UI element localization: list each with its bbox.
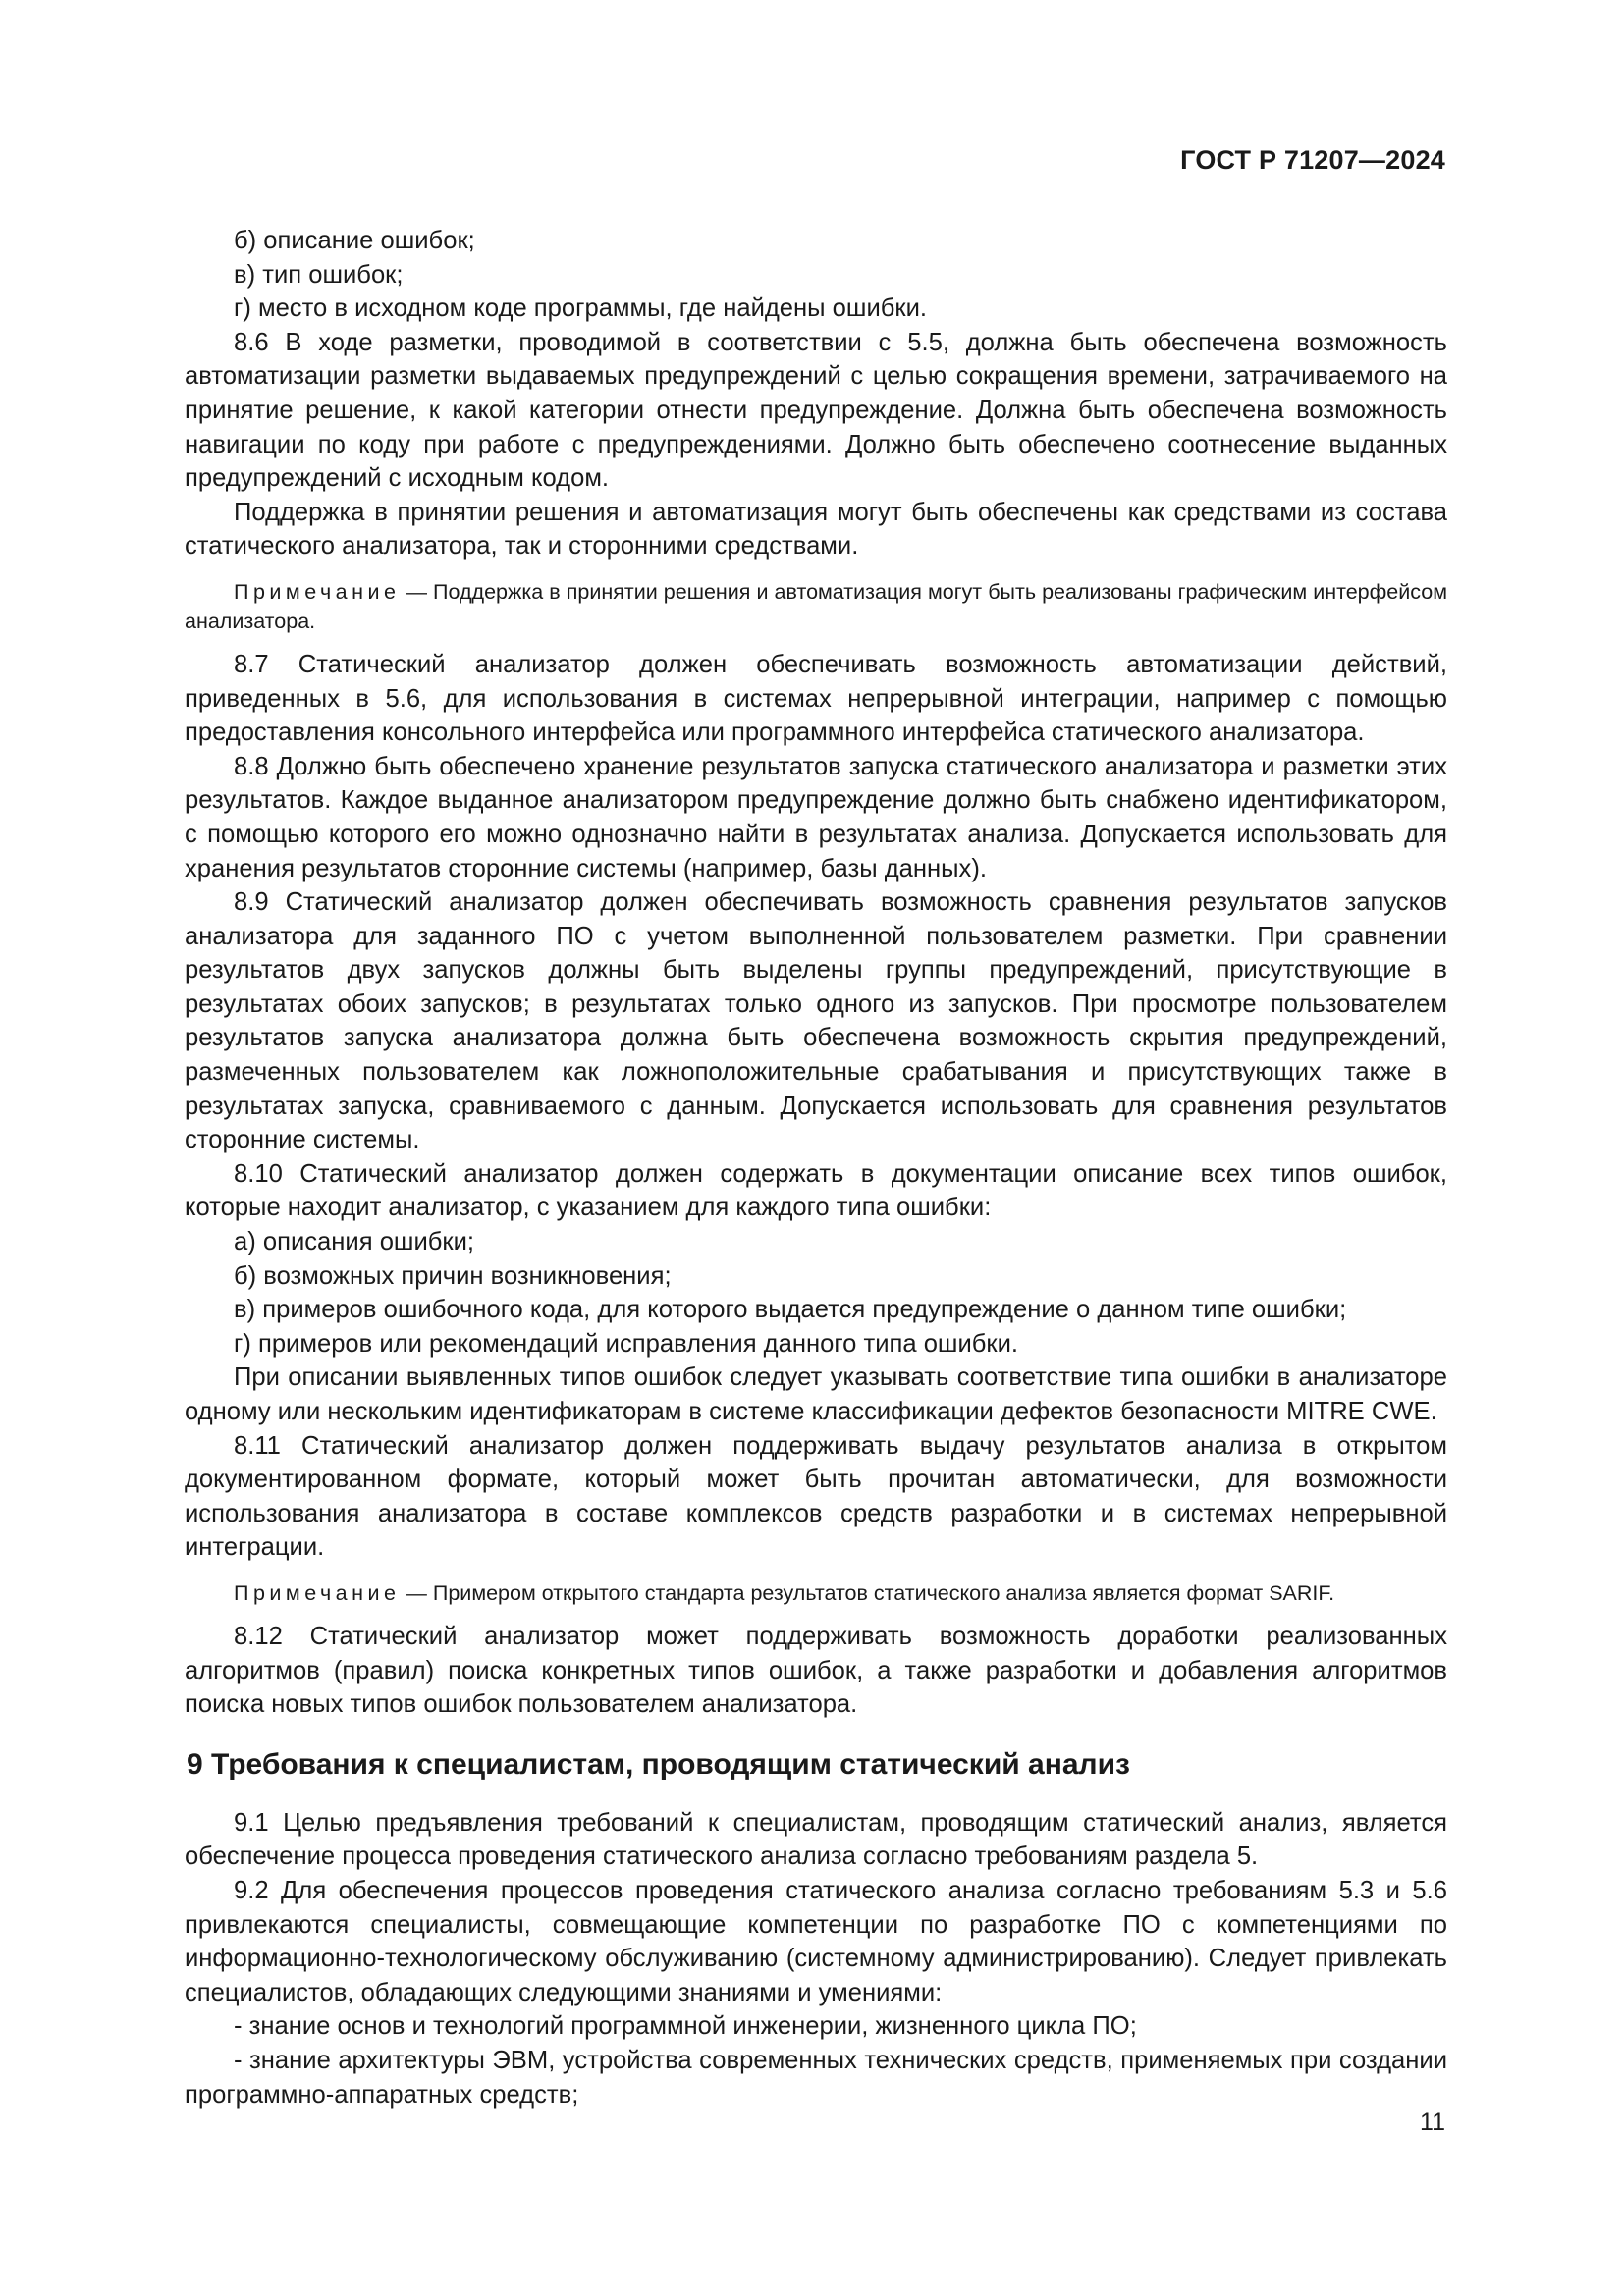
dash-list-item: - знание основ и технологий программной инженерии, жизненного цикла ПО;: [234, 2012, 1137, 2041]
note-1: [185, 577, 1447, 636]
clause-8-11: 8.11 Статический анализатор должен поддерживать выдачу результатов анализа в открытом документированном формате, который может быть прочитан автоматически, для возможности использования анализатора в составе комплексов средств разработки и в системах непрерывной интеграции.: [185, 1431, 1447, 1562]
paragraph-support: Поддержка в принятии решения и автоматизация могут быть обеспечены как средствами из состава статического анализатора, так и сторонними средствами.: [185, 498, 1447, 561]
list-item: в) примеров ошибочного кода, для которого выдается предупреждение о данном типе ошибки;: [234, 1296, 1347, 1324]
list-item: г) место в исходном коде программы, где найдены ошибки.: [234, 294, 928, 323]
document-body: [185, 224, 1447, 2111]
clause-8-9: 8.9 Статический анализатор должен обеспечивать возможность сравнения результатов запусков анализатора для заданного ПО с учетом выполненной пользователем разметки. При сравнении результатов двух запусков должны быть выделены группы предупреждений, присутствующие в результатах обоих запусков; в результатах только одного из запусков. При просмотре пользователем результатов запуска анализатора должна быть обеспечена возможность скрытия предупреждений, размеченных пользователем как ложноположительные срабатывания и присутствующих также в результатах запуска, сравниваемого с данным. Допускается использовать для сравнения результатов сторонние системы.: [185, 888, 1447, 1154]
document-id-header: ГОСТ Р 71207—2024: [1180, 145, 1445, 175]
section-9-title: 9 Требования к специалистам, проводящим статический анализ: [187, 1747, 1130, 1781]
list-item: б) возможных причин возникновения;: [234, 1261, 672, 1290]
list-item: в) тип ошибок;: [234, 260, 404, 289]
clause-8-8: 8.8 Должно быть обеспечено хранение результатов запуска статического анализатора и разметки этих результатов. Каждое выданное анализатором предупреждение должно быть снабжено идентификатором, с помощью которого его можно однозначно найти в результатах анализа. Допускается использовать для хранения результатов сторонние системы (например, базы данных).: [185, 752, 1447, 882]
list-item: б) описание ошибок;: [234, 227, 475, 254]
note-label: Примечание: [234, 1580, 401, 1605]
clause-8-7: 8.7 Статический анализатор должен обеспечивать возможность автоматизации действий, приведенных в 5.6, для использования в системах непрерывной интеграции, например с помощью предоставления консольного интерфейса или программного интерфейса статического анализатора.: [185, 650, 1447, 747]
list-item: г) примеров или рекомендаций исправления данного типа ошибки.: [234, 1329, 1019, 1358]
clause-9-2: 9.2 Для обеспечения процессов проведения статического анализа согласно требованиям 5.3 и 5.6 привлекаются специалисты, совмещающие компетенции по разработке ПО с компетенциями по информационно-технологическому обслуживанию (системному администрированию). Следует привлекать специалистов, обладающих следующими знаниями и умениями:: [185, 1876, 1447, 2006]
dash-list-item: - знание архитектуры ЭВМ, устройства современных технических средств, применяемых при создании программно-аппаратных средств;: [185, 2046, 1447, 2109]
clause-8-12: 8.12 Статический анализатор может поддерживать возможность доработки реализованных алгоритмов (правил) поиска конкретных типов ошибок, а также разработки и добавления алгоритмов поиска новых типов ошибок пользователем анализатора.: [185, 1622, 1447, 1719]
note-label: Примечание: [234, 579, 401, 604]
note-text: — Примером открытого стандарта результатов статического анализа является формат SARIF.: [400, 1580, 1335, 1605]
clause-8-6: 8.6 В ходе разметки, проводимой в соответствии с 5.5, должна быть обеспечена возможность автоматизации разметки выдаваемых предупреждений с целью сокращения времени, затрачиваемого на принятие решение, к какой категории отнести предупреждение. Должна быть обеспечена возможность навигации по коду при работе с предупреждениями. Должно быть обеспечено соотнесение выданных предупреждений с исходным кодом.: [185, 328, 1447, 493]
paragraph-cwe: При описании выявленных типов ошибок следует указывать соответствие типа ошибки в анализаторе одному или нескольким идентификаторам в системе классификации дефектов безопасности MITRE CWE.: [185, 1363, 1447, 1425]
note-text: — Поддержка в принятии решения и автоматизация могут быть реализованы графическим интерфейсом анализатора.: [185, 579, 1447, 633]
page-number: 11: [1420, 2109, 1445, 2136]
clause-9-1: 9.1 Целью предъявления требований к специалистам, проводящим статический анализ, является обеспечение процесса проведения статического анализа согласно требованиям раздела 5.: [185, 1808, 1447, 1871]
list-item: а) описания ошибки;: [234, 1228, 475, 1256]
note-2: [185, 1578, 1447, 1608]
clause-8-10: 8.10 Статический анализатор должен содержать в документации описание всех типов ошибок, которые находит анализатор, с указанием для каждого типа ошибки:: [185, 1159, 1447, 1222]
